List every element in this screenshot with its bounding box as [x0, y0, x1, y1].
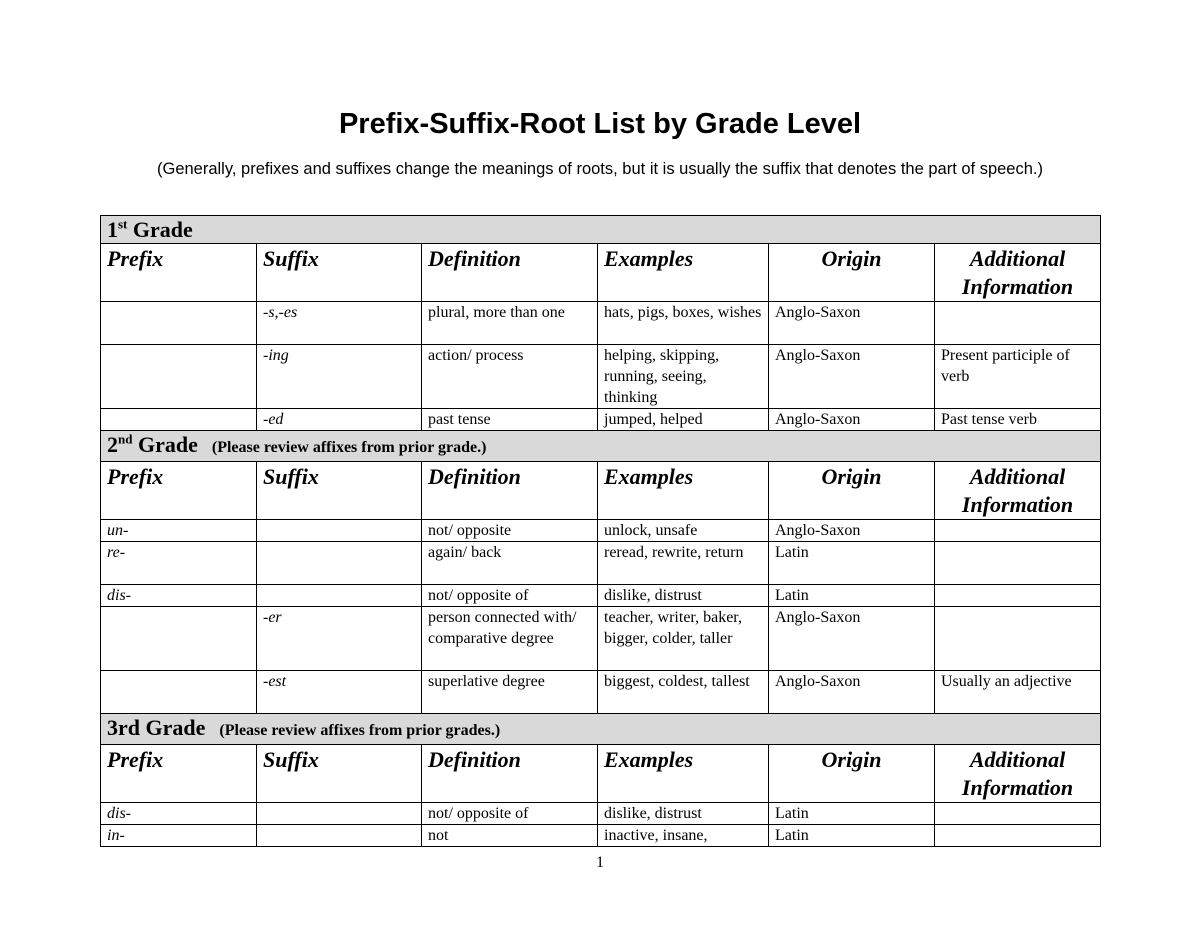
additional-info-cell: Usually an adjective: [935, 671, 1101, 714]
origin-cell: Latin: [769, 803, 935, 825]
additional-info-cell: [935, 825, 1101, 847]
grade-row: [101, 216, 1101, 244]
examples-cell: hats, pigs, boxes, wishes: [598, 302, 769, 345]
header-info-line1: Additional: [969, 464, 1066, 489]
grade-number: 3rd: [107, 715, 140, 740]
table-row: [101, 409, 1101, 431]
prefix-cell: [101, 671, 257, 714]
origin-cell: Anglo-Saxon: [769, 607, 935, 671]
suffix-cell: -er: [257, 607, 422, 671]
grade-heading: [101, 714, 1101, 745]
examples-cell: jumped, helped: [598, 409, 769, 431]
table-row: [101, 585, 1101, 607]
suffix-cell: [257, 585, 422, 607]
additional-info-cell: Past tense verb: [935, 409, 1101, 431]
header-additional-information: [935, 244, 1101, 302]
page-number: 1: [596, 854, 604, 871]
grade-ordinal-suffix: nd: [118, 431, 133, 447]
origin-cell: Anglo-Saxon: [769, 302, 935, 345]
origin-cell: Anglo-Saxon: [769, 345, 935, 409]
prefix-cell: dis-: [101, 585, 257, 607]
header-additional-information: [935, 745, 1101, 803]
origin-cell: Anglo-Saxon: [769, 671, 935, 714]
suffix-cell: -s,-es: [257, 302, 422, 345]
column-header-row: [101, 462, 1101, 520]
table-row: [101, 825, 1101, 847]
table-row: [101, 607, 1101, 671]
suffix-cell: [257, 803, 422, 825]
header-info-line1: Additional: [969, 246, 1066, 271]
definition-cell: superlative degree: [422, 671, 598, 714]
grade-label: Grade: [145, 715, 206, 740]
definition-cell: past tense: [422, 409, 598, 431]
table-row: [101, 542, 1101, 585]
header-prefix: Prefix: [101, 244, 257, 302]
grade-number: 2: [107, 432, 118, 457]
table-row: [101, 345, 1101, 409]
suffix-cell: [257, 825, 422, 847]
additional-info-cell: [935, 542, 1101, 585]
header-suffix: Suffix: [257, 745, 422, 803]
examples-cell: biggest, coldest, tallest: [598, 671, 769, 714]
additional-info-cell: [935, 607, 1101, 671]
table-row: [101, 671, 1101, 714]
grade-row: [101, 431, 1101, 462]
column-header-row: [101, 745, 1101, 803]
origin-cell: Latin: [769, 542, 935, 585]
header-prefix: Prefix: [101, 462, 257, 520]
page-title: Prefix-Suffix-Root List by Grade Level: [338, 108, 862, 140]
additional-info-cell: [935, 520, 1101, 542]
prefix-cell: [101, 345, 257, 409]
header-suffix: Suffix: [257, 244, 422, 302]
prefix-cell: re-: [101, 542, 257, 585]
suffix-cell: -ed: [257, 409, 422, 431]
grade-label: Grade: [137, 432, 198, 457]
header-origin: Origin: [769, 745, 935, 803]
prefix-cell: in-: [101, 825, 257, 847]
header-examples: Examples: [598, 244, 769, 302]
examples-cell: inactive, insane,: [598, 825, 769, 847]
suffix-cell: [257, 520, 422, 542]
examples-cell: helping, skipping, running, seeing, thinking: [598, 345, 769, 409]
prefix-cell: dis-: [101, 803, 257, 825]
header-prefix: Prefix: [101, 745, 257, 803]
additional-info-cell: [935, 302, 1101, 345]
table-row: [101, 520, 1101, 542]
grade-note: (Please review affixes from prior grade.): [211, 439, 487, 456]
additional-info-cell: Present participle of verb: [935, 345, 1101, 409]
header-definition: Definition: [422, 244, 598, 302]
definition-cell: not/ opposite: [422, 520, 598, 542]
header-origin: Origin: [769, 244, 935, 302]
prefix-cell: [101, 607, 257, 671]
suffix-cell: -ing: [257, 345, 422, 409]
grade-label: Grade: [132, 217, 193, 242]
grade-heading: [101, 431, 1101, 462]
table-row: [101, 302, 1101, 345]
suffix-cell: -est: [257, 671, 422, 714]
grade-row: [101, 714, 1101, 745]
page-subtitle: (Generally, prefixes and suffixes change the meanings of roots, but it is usually the suffix that denotes the part of speech.): [156, 160, 1043, 178]
examples-cell: dislike, distrust: [598, 803, 769, 825]
definition-cell: plural, more than one: [422, 302, 598, 345]
origin-cell: Latin: [769, 585, 935, 607]
definition-cell: action/ process: [422, 345, 598, 409]
header-examples: Examples: [598, 462, 769, 520]
header-additional-information: [935, 462, 1101, 520]
prefix-cell: un-: [101, 520, 257, 542]
grade-heading: [101, 216, 1101, 244]
affix-table: [100, 215, 1101, 847]
definition-cell: person connected with/ comparative degree: [422, 607, 598, 671]
header-info-line2: Information: [961, 775, 1074, 800]
header-info-line2: Information: [961, 492, 1074, 517]
header-suffix: Suffix: [257, 462, 422, 520]
column-header-row: [101, 244, 1101, 302]
header-definition: Definition: [422, 462, 598, 520]
suffix-cell: [257, 542, 422, 585]
header-info-line2: Information: [961, 274, 1074, 299]
grade-note: (Please review affixes from prior grades.): [219, 722, 501, 739]
origin-cell: Latin: [769, 825, 935, 847]
definition-cell: again/ back: [422, 542, 598, 585]
header-origin: Origin: [769, 462, 935, 520]
prefix-cell: [101, 302, 257, 345]
examples-cell: reread, rewrite, return: [598, 542, 769, 585]
header-examples: Examples: [598, 745, 769, 803]
definition-cell: not/ opposite of: [422, 585, 598, 607]
definition-cell: not/ opposite of: [422, 803, 598, 825]
definition-cell: not: [422, 825, 598, 847]
prefix-cell: [101, 409, 257, 431]
header-info-line1: Additional: [969, 747, 1066, 772]
header-definition: Definition: [422, 745, 598, 803]
grade-number: 1: [107, 217, 118, 242]
examples-cell: dislike, distrust: [598, 585, 769, 607]
origin-cell: Anglo-Saxon: [769, 409, 935, 431]
grade-ordinal-suffix: st: [118, 216, 128, 232]
examples-cell: teacher, writer, baker, bigger, colder, taller: [598, 607, 769, 671]
table-body: [101, 216, 1101, 847]
examples-cell: unlock, unsafe: [598, 520, 769, 542]
table-row: [101, 803, 1101, 825]
additional-info-cell: [935, 585, 1101, 607]
additional-info-cell: [935, 803, 1101, 825]
origin-cell: Anglo-Saxon: [769, 520, 935, 542]
